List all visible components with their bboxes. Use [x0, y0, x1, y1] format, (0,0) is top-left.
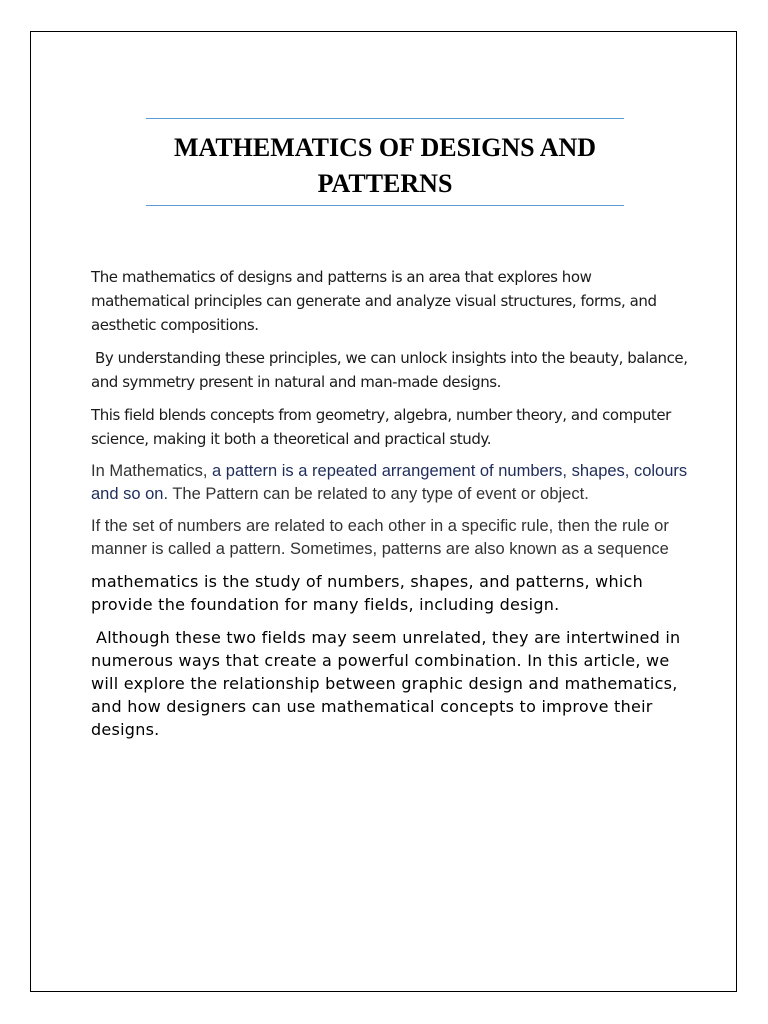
pattern-definition-highlight: a pattern is a repeated arrangement of numbers, shapes, colours and so on	[91, 462, 688, 503]
title-bottom-rule	[146, 205, 624, 206]
paragraph-sequence: If the set of numbers are related to each other in a specific rule, then the rule or manner is called a pattern. Sometimes, patterns are also known as a sequence	[91, 517, 669, 558]
paragraph-relationship: Although these two fields may seem unrelated, they are intertwined in numerous ways that create a powerful combination. In this article, we will explore the relationship between graphic design and mathematics, and how designers can use mathematical concepts to improve their designs.	[91, 628, 681, 739]
paragraph-pattern-definition	[91, 460, 691, 506]
title-top-rule	[146, 118, 624, 119]
document-page	[30, 31, 737, 992]
pattern-definition-prefix: In Mathematics,	[91, 462, 213, 480]
paragraph-study: mathematics is the study of numbers, shapes, and patterns, which provide the foundation for many fields, including design.	[91, 572, 643, 614]
paragraph-principles: By understanding these principles, we can unlock insights into the beauty, balance, and symmetry present in natural and man-made designs.	[91, 349, 688, 391]
pattern-definition-suffix: . The Pattern can be related to any type of event or object.	[163, 485, 589, 503]
document-body	[91, 265, 691, 751]
paragraph-field: This field blends concepts from geometry, algebra, number theory, and computer science, making it both a theoretical and practical study.	[91, 406, 671, 448]
document-title: MATHEMATICS OF DESIGNS AND PATTERNS	[173, 133, 597, 198]
paragraph-intro: The mathematics of designs and patterns is an area that explores how mathematical principles can generate and analyze visual structures, forms, and aesthetic compositions.	[91, 268, 657, 334]
